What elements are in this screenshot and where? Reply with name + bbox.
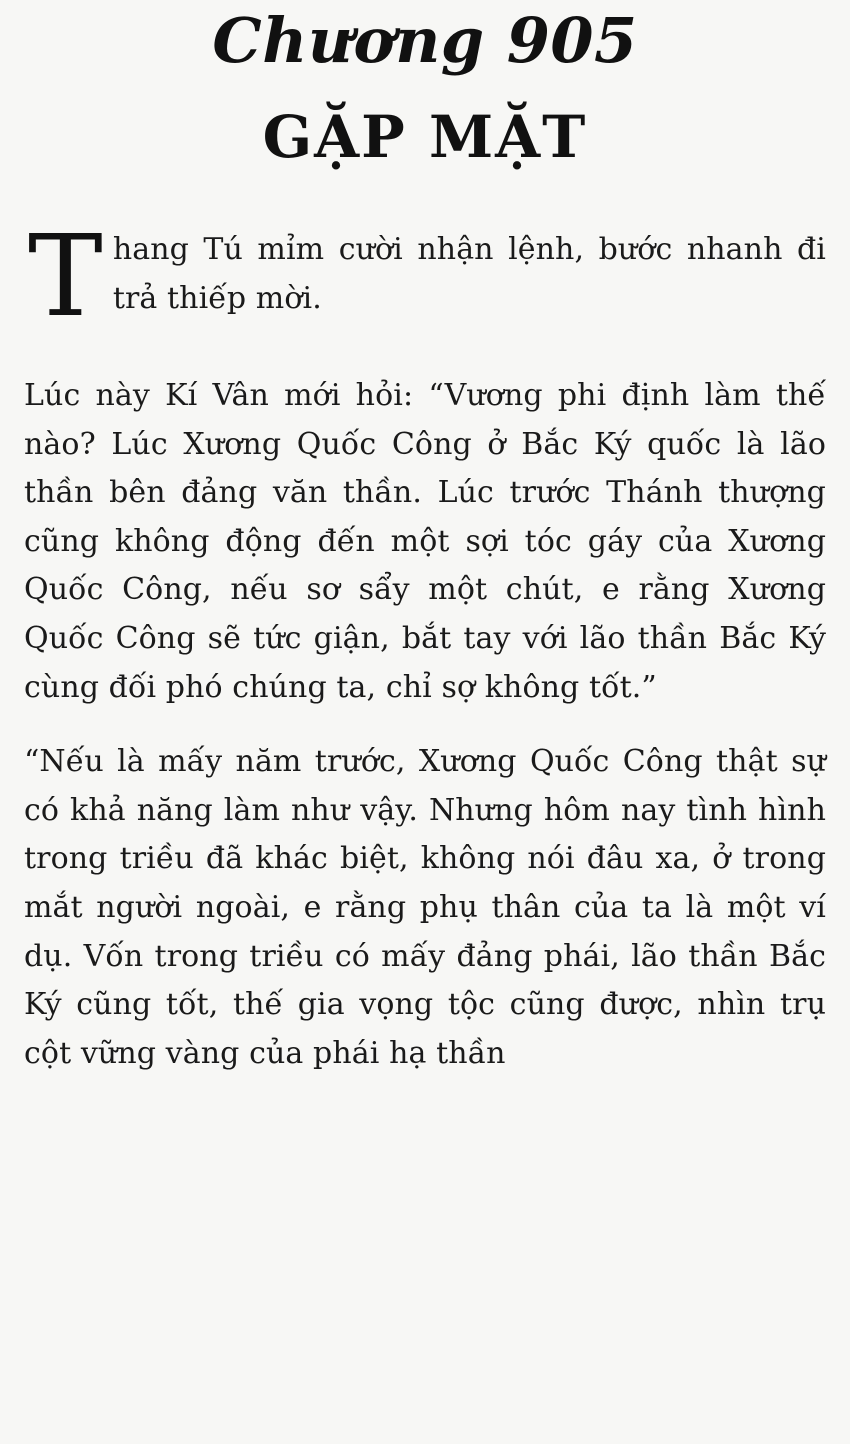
paragraph-text: Lúc này Kí Vân mới hỏi: “Vương phi định làm thế nào? Lúc Xương Quốc Công ở Bắc Ký quốc là lão thần bên đảng văn thần. Lúc trước Thánh thượng cũng không động đến một sợi tóc gáy của Xương Quốc Công, nếu sơ sẩy một chút, e rằng Xương Quốc Công sẽ tức giận, bắt tay với lão thần Bắc Ký cùng đối phó chúng ta, chỉ sợ không tốt.”	[24, 378, 826, 705]
reader-page	[0, 4, 850, 1444]
chapter-number: Chương 905	[212, 4, 638, 77]
chapter-body	[24, 212, 826, 1078]
paragraph-text: “Nếu là mấy năm trước, Xương Quốc Công thật sự có khả năng làm như vậy. Nhưng hôm nay tình hình trong triều đã khác biệt, không nói đâu xa, ở trong mắt người ngoài, e rằng phụ thân của ta là một ví dụ. Vốn trong triều có mấy đảng phái, lão thần Bắc Ký cũng tốt, thế gia vọng tộc cũng được, nhìn trụ cột vững vàng của phái hạ thần	[24, 744, 826, 1071]
drop-cap: T	[28, 212, 103, 342]
chapter-title: GẶP MẶT	[262, 103, 588, 171]
paragraph-first	[24, 212, 826, 346]
paragraph-text: hang Tú mỉm cười nhận lệnh, bước nhanh đi trả thiếp mời.	[112, 232, 826, 316]
